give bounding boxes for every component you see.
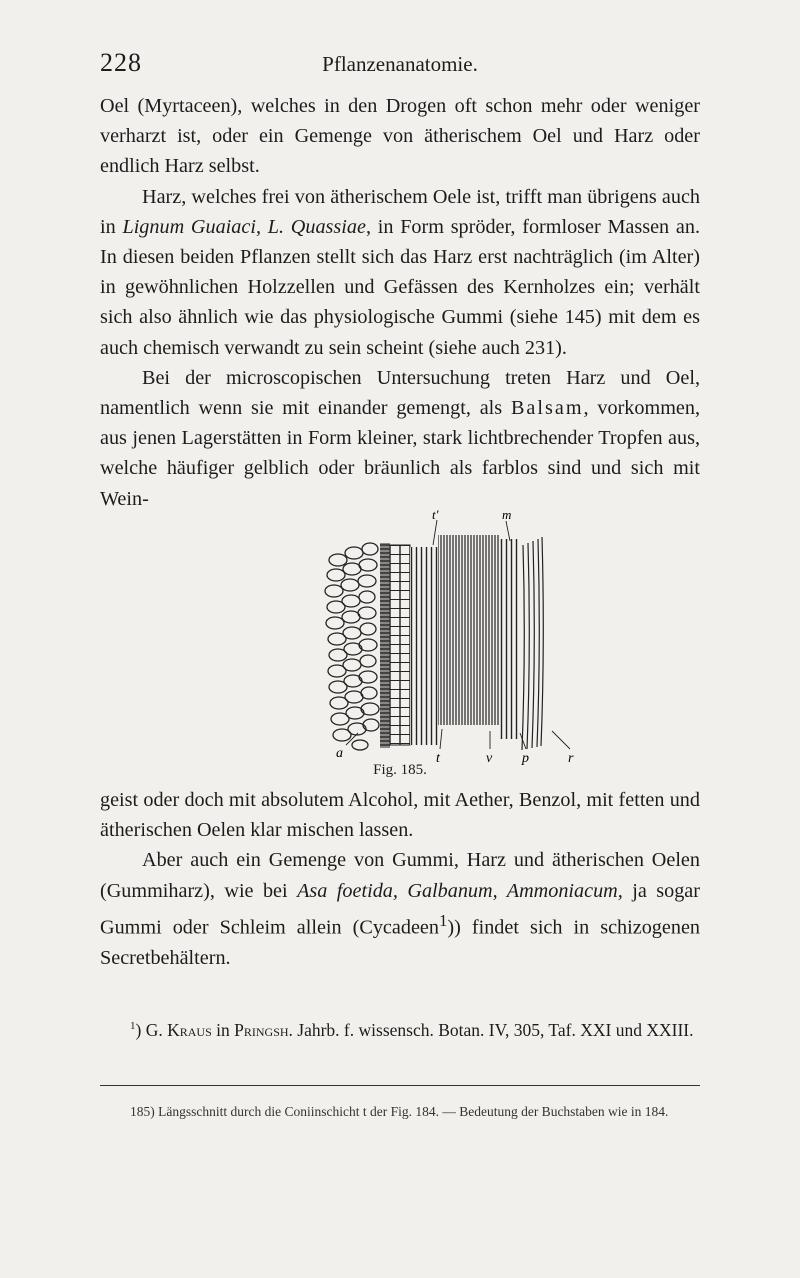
body-text-bottom	[100, 785, 700, 973]
paragraph-2-text-b: , in Form spröder, formloser Massen an. In diesen beiden Pflanzen stellt sich das Harz erst nachträglich (im Alter) in gewöhnlichen Holzzellen und Gefässen des Kernholzes ein; verhält sich also ähnlich wie das physiologische Gummi (siehe 145) mit dem es auch chemisch verwandt zu sein scheint (siehe auch 231).	[100, 215, 701, 359]
paragraph-4: geist oder doch mit absolutem Alcohol, mit Aether, Benzol, mit fetten und ätherischen Oelen klar mischen lassen.	[100, 789, 700, 842]
paragraph-5-text-a: Aber auch ein Gemenge von Gummi, Harz und ätherischen Oelen (Gummiharz), wie bei	[100, 849, 700, 902]
paragraph-2	[100, 182, 700, 363]
figure-label-a: a	[336, 746, 343, 761]
page-header	[100, 48, 700, 88]
outer-strands	[522, 537, 543, 750]
paragraph-3-text-b: , vorkommen, aus jenen Lagerstätten in Form kleiner, stark lichtbrechender Tropfen aus, welche häufiger gelblich oder bräunlich als farblos sind und sich mit Wein-	[100, 397, 700, 510]
footnote-text-b: in	[211, 1019, 235, 1040]
paragraph-2-italic: Lignum Guaiaci, L. Quassiae	[122, 215, 366, 238]
footnote-divider	[100, 1085, 700, 1086]
medium-fibre-band	[410, 547, 438, 745]
dark-cell-band	[380, 543, 390, 748]
paragraph-5	[100, 845, 700, 973]
figure-label-t: t	[436, 751, 440, 765]
fine-fibre-band	[438, 535, 500, 725]
paragraph-2-text-a: Harz, welches frei von ätherischem Oele ist, trifft man übrigens auch in	[100, 185, 700, 238]
longitudinal-section-illustration	[290, 505, 590, 765]
figure-label-v: v	[486, 751, 493, 765]
figure-description-note: 185) Längsschnitt durch die Coniinschicht t der Fig. 184. — Bedeutung der Buchstaben wie in 184.	[130, 1104, 669, 1119]
paragraph-3	[100, 363, 700, 514]
paragraph-3-text-a: Bei der microscopischen Untersuchung treten Harz und Oel, namentlich wenn sie mit einander gemengt, als	[100, 366, 700, 420]
footnote-reference: 1	[438, 910, 448, 930]
figure-label-t-prime: t′	[432, 507, 439, 522]
footnote-mark: 1	[130, 1020, 136, 1032]
figure-label-r: r	[568, 751, 574, 765]
ladder-vessel-band	[390, 545, 410, 745]
paragraph-3-spaced: Balsam	[510, 397, 584, 420]
paragraph-5-italic: Asa foetida, Galbanum, Ammoniacum,	[297, 879, 623, 902]
figure-label-p: p	[522, 751, 529, 765]
footnote-author: Kraus	[167, 1019, 212, 1040]
figure-caption: Fig. 185.	[373, 762, 427, 778]
page-number: 228	[100, 48, 142, 77]
running-title: Pflanzenanatomie.	[322, 52, 478, 76]
body-text-top	[100, 91, 700, 514]
paragraph-1-text: Oel (Myrtaceen), welches in den Drogen oft schon mehr oder weniger verharzt ist, oder ein Gemenge von ätherischem Oel und Harz oder endlich Harz selbst.	[100, 95, 700, 178]
paragraph-5-text-c: )) findet sich in schizogenen Secretbehältern.	[100, 916, 701, 969]
footnote-text-c: Jahrb. f. wissensch. Botan. IV, 305, Taf. XXI und XXIII.	[292, 1019, 694, 1040]
footnote-text-a: ) G.	[135, 1019, 168, 1040]
figure-label-m: m	[502, 507, 512, 522]
parenchyma-cells	[325, 543, 379, 750]
figure-185	[290, 505, 590, 765]
paragraph-1	[100, 91, 700, 182]
footnote-editor: Pringsh.	[234, 1019, 293, 1040]
footnote	[100, 1014, 700, 1042]
paragraph-5-text-b: ja sogar Gummi oder Schleim allein (Cycadeen	[100, 879, 700, 939]
right-fibre-band	[500, 539, 520, 739]
